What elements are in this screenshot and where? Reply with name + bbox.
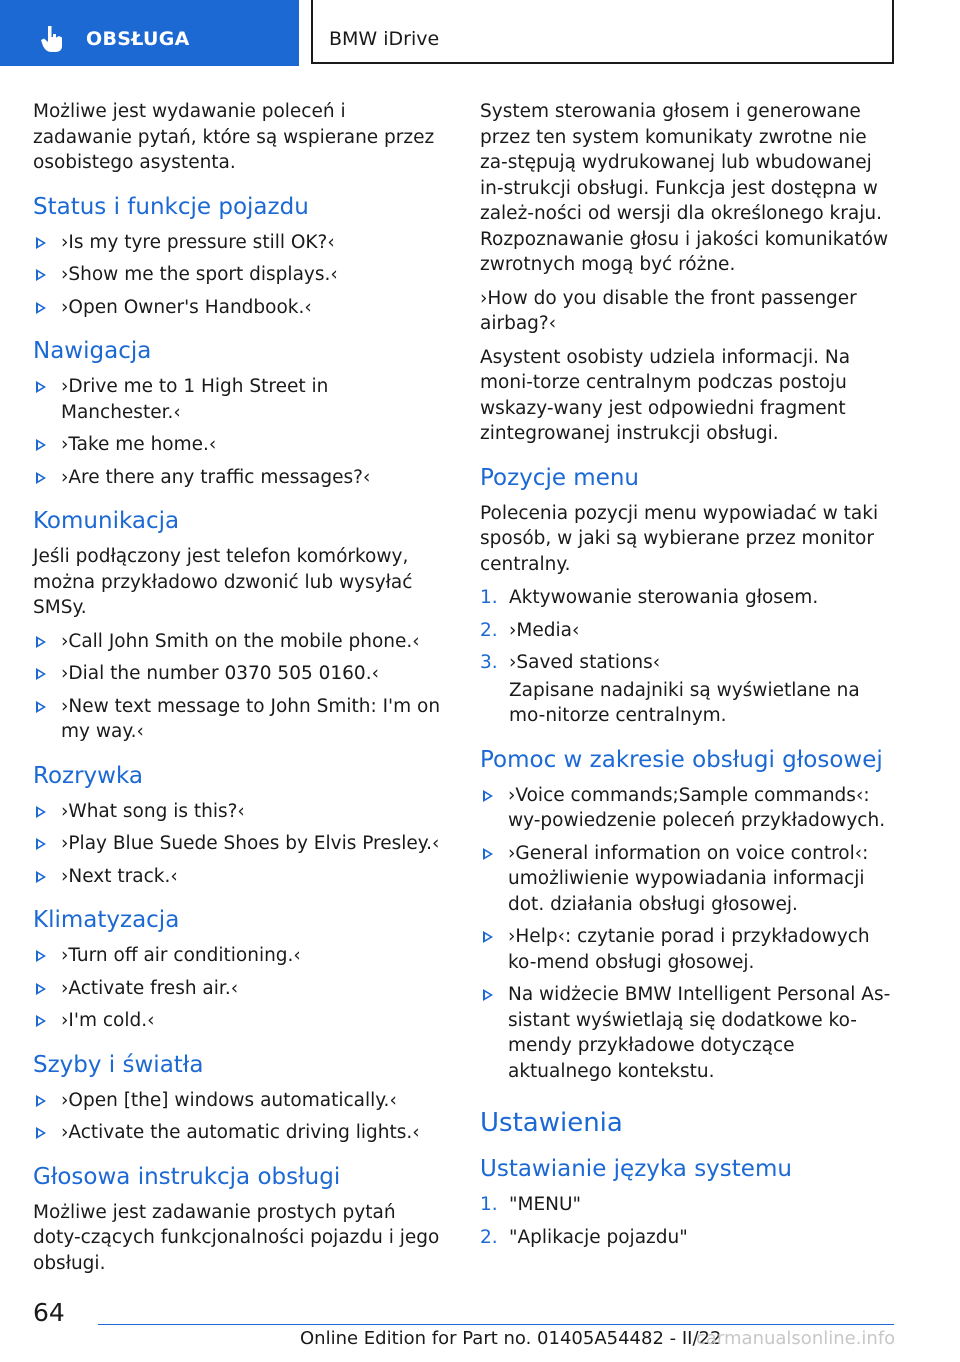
step-item: 1. Aktywowanie sterowania głosem. [480,585,900,611]
list-item: ›New text message to John Smith: I'm on my way.‹ [33,694,448,745]
climate-list [33,943,448,1034]
section-tab [0,0,299,66]
hand-pointer-icon [38,24,68,54]
heading-windows-lights: Szyby i światła [33,1051,204,1078]
step-number: 3. [480,652,498,673]
heading-communication: Komunikacja [33,508,180,534]
menu-items-text: Polecenia pozycji menu wypowiadać w taki sposób, w jaki są wybierane przez monitor centralny. [480,502,879,575]
bullet-triangle-icon [36,1095,46,1107]
bullet-triangle-icon [36,237,46,249]
step-number: 1. [480,587,498,608]
watermark: carmanualsonline.info [696,1328,896,1349]
list-item: ›Open [the] windows automatically.‹ [33,1088,448,1114]
right-column [480,99,900,1257]
language-steps-list [480,1192,900,1250]
step-number: 1. [480,1194,498,1215]
chapter-box [311,0,894,64]
bullet-triangle-icon [483,931,493,943]
list-item: ›Call John Smith on the mobile phone.‹ [33,629,448,655]
left-column [33,99,448,1284]
chapter-title: BMW iDrive [329,28,440,50]
voice-manual-text: Możliwe jest zadawanie prostych pytań doty-czących funkcjonalności pojazdu i jego obsługi. [33,1201,440,1274]
section-label: OBSŁUGA [86,28,190,50]
list-item: ›Open Owner's Handbook.‹ [33,295,448,321]
entertainment-list [33,799,448,890]
paragraph: Asystent osobisty udziela informacji. Na moni-torze centralnym podczas postoju wskazy-wany jest odpowiedni fragment zintegrowanej instrukcji obsługi. [480,346,851,444]
bullet-triangle-icon [483,848,493,860]
list-item: ›Next track.‹ [33,864,448,890]
list-item: ›General information on voice control‹: umożliwienie wypowiadania informacji dot. działania obsługi głosowej. [480,841,900,918]
bullet-triangle-icon [36,1127,46,1139]
navigation-list [33,374,448,490]
list-item: ›Activate fresh air.‹ [33,976,448,1002]
bullet-triangle-icon [36,302,46,314]
list-item: ›Voice commands;Sample commands‹: wy-powiedzenie poleceń przykładowych. [480,783,900,834]
bullet-triangle-icon [36,806,46,818]
list-item: ›Dial the number 0370 505 0160.‹ [33,661,448,687]
voice-help-list [480,783,900,1085]
step-note: Zapisane nadajniki są wyświetlane na mo-nitorze centralnym. [509,679,860,726]
list-item: ›I'm cold.‹ [33,1008,448,1034]
heading-voice-help: Pomoc w zakresie obsługi głosowej [480,746,883,773]
step-item: 2. ›Media‹ [480,618,900,644]
heading-voice-manual: Głosowa instrukcja obsługi [33,1163,341,1190]
bullet-triangle-icon [36,983,46,995]
step-item: 2. "Aplikacje pojazdu" [480,1225,900,1251]
intro-paragraph: Możliwe jest wydawanie poleceń i zadawanie pytań, które są wspierane przez osobistego asystenta. [33,101,435,173]
vehicle-status-list [33,230,448,321]
bullet-triangle-icon [36,269,46,281]
communication-list [33,629,448,745]
bullet-triangle-icon [36,636,46,648]
list-item: ›Take me home.‹ [33,432,448,458]
footer-divider [98,1324,894,1325]
bullet-triangle-icon [36,472,46,484]
bullet-triangle-icon [36,950,46,962]
bullet-triangle-icon [36,838,46,850]
step-item: 3. ›Saved stations‹ Zapisane nadajniki są wyświetlane na mo-nitorze centralnym. [480,650,900,729]
heading-system-language: Ustawianie języka systemu [480,1156,792,1182]
bullet-triangle-icon [36,1015,46,1027]
paragraph: System sterowania głosem i generowane przez ten system komunikaty zwrotne nie za-stępują wydrukowanej lub wbudowanej in-strukcji obsługi. Funkcja jest dostępna w zależ-ności od wersji dla określonego kraju. Rozpoznawanie głosu i jakości komunikatów zwrotnych mogą być różne. [480,101,889,275]
step-number: 2. [480,1226,498,1248]
bullet-triangle-icon [36,668,46,680]
list-item: ›Turn off air conditioning.‹ [33,943,448,969]
bullet-triangle-icon [36,871,46,883]
step-item: 1. "MENU" [480,1192,900,1218]
bullet-triangle-icon [36,381,46,393]
paragraph: ›How do you disable the front passenger airbag?‹ [480,287,857,334]
heading-settings: Ustawienia [480,1108,623,1138]
list-item: ›Drive me to 1 High Street in Manchester.‹ [33,374,448,425]
bullet-triangle-icon [483,790,493,802]
list-item: ›Is my tyre pressure still OK?‹ [33,230,448,256]
heading-climate: Klimatyzacja [33,907,180,933]
windows-lights-list [33,1088,448,1146]
menu-steps-list [480,585,900,729]
list-item: ›Play Blue Suede Shoes by Elvis Presley.‹ [33,831,448,857]
heading-navigation: Nawigacja [33,338,152,364]
heading-entertainment: Rozrywka [33,762,143,789]
step-number: 2. [480,619,498,641]
heading-vehicle-status: Status i funkcje pojazdu [33,193,309,220]
bullet-triangle-icon [36,439,46,451]
heading-menu-items: Pozycje menu [480,464,640,491]
bullet-triangle-icon [36,701,46,713]
communication-text: Jeśli podłączony jest telefon komórkowy, można przykładowo dzwonić lub wysyłać SMSy. [33,546,413,618]
list-item: Na widżecie BMW Intelligent Personal As-sistant wyświetlają się dodatkowe ko-mendy przykładowe dotyczące aktualnego kontekstu. [480,982,900,1084]
bullet-triangle-icon [483,989,493,1001]
list-item: ›Are there any traffic messages?‹ [33,465,448,491]
list-item: ›Show me the sport displays.‹ [33,262,448,288]
page-number: 64 [33,1298,65,1327]
list-item: ›Activate the automatic driving lights.‹ [33,1120,448,1146]
list-item: ›Help‹: czytanie porad i przykładowych ko-mend obsługi głosowej. [480,924,900,975]
list-item: ›What song is this?‹ [33,799,448,825]
edition-text: Online Edition for Part no. 01405A54482 - II/22 [300,1328,722,1349]
